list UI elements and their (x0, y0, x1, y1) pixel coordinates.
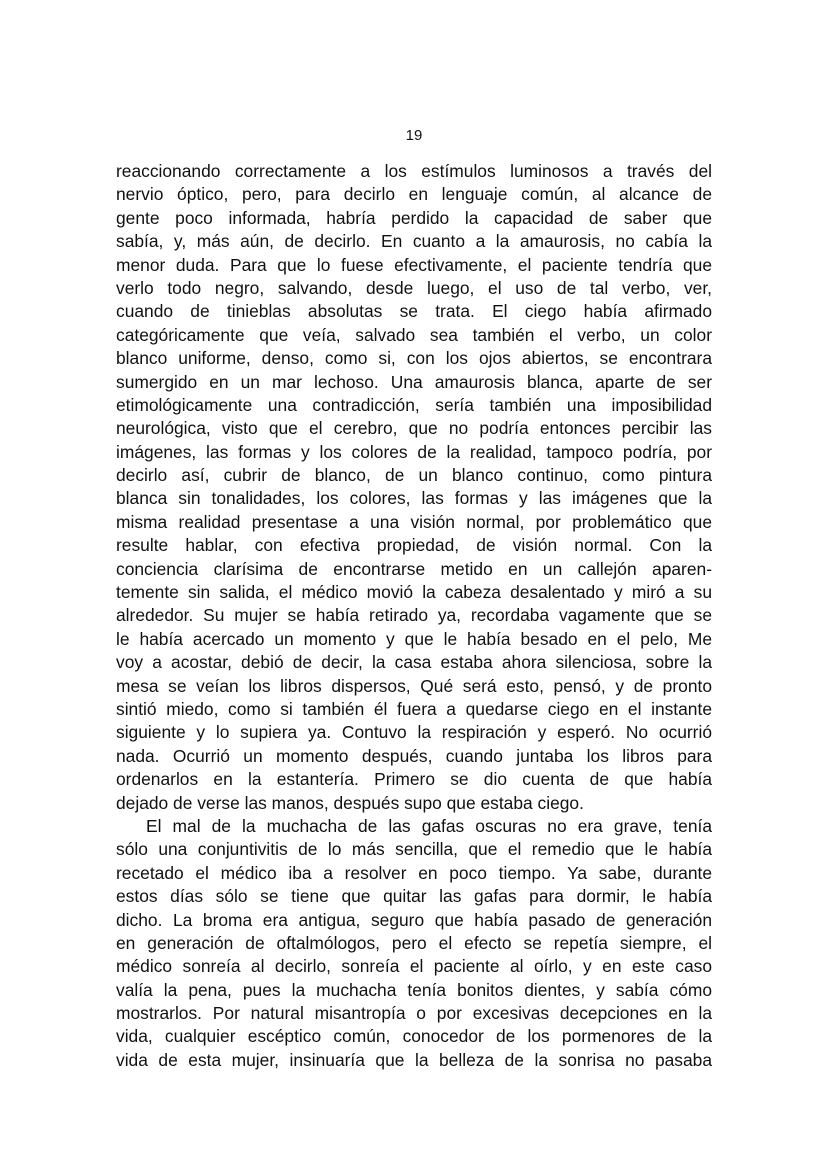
text-line: le había acercado un momento y que le había besado en el pelo, Me (116, 628, 712, 649)
text-line: categóricamente que veía, salvado sea también el verbo, un color (116, 324, 712, 345)
text-line: sabía, y, más aún, de decirlo. En cuanto a la amaurosis, no cabía la (116, 231, 712, 252)
text-line: recetado el médico iba a resolver en poco tiempo. Ya sabe, durante (116, 862, 712, 883)
text-line: sintió miedo, como si también él fuera a quedarse ciego en el instante (116, 698, 712, 719)
text-line: reaccionando correctamente a los estímulos luminosos a través del (116, 161, 712, 181)
text-line: valía la pena, pues la muchacha tenía bonitos dientes, y sabía cómo (116, 979, 712, 1000)
text-line: estos días sólo se tiene que quitar las gafas para dormir, le había (116, 886, 712, 907)
text-line: misma realidad presentase a una visión normal, por problemático que (116, 511, 712, 532)
text-line: voy a acostar, debió de decir, la casa estaba ahora silenciosa, sobre la (116, 652, 712, 673)
text-line: imágenes, las formas y los colores de la realidad, tampoco podría, por (116, 441, 712, 462)
text-line: mesa se veían los libros dispersos, Qué será esto, pensó, y de pronto (116, 675, 712, 696)
text-line: cuando de tinieblas absolutas se trata. El ciego había afirmado (116, 301, 712, 322)
text-line: dejado de verse las manos, después supo que estaba ciego. (116, 792, 584, 813)
text-line: médico sonreía al decirlo, sonreía el paciente al oírlo, y en este caso (116, 956, 712, 977)
text-line: dicho. La broma era antigua, seguro que había pasado de generación (116, 909, 712, 930)
text-line: nervio óptico, pero, para decirlo en lenguaje común, al alcance de (116, 184, 712, 205)
text-line: siguiente y lo supiera ya. Contuvo la respiración y esperó. No ocurrió (116, 722, 712, 743)
text-line: menor duda. Para que lo fuese efectivamente, el paciente tendría que (116, 254, 712, 275)
text-line: mostrarlos. Por natural misantropía o por excesivas decepciones en la (116, 1003, 712, 1024)
text-line: blanca sin tonalidades, los colores, las formas y las imágenes que la (116, 488, 712, 509)
text-line: nada. Ocurrió un momento después, cuando juntaba los libros para (116, 745, 712, 766)
page-number: 19 (405, 127, 423, 144)
text-line: sólo una conjuntivitis de lo más sencilla, que el remedio que le había (116, 839, 712, 860)
text-line: El mal de la muchacha de las gafas oscuras no era grave, tenía (146, 815, 712, 836)
text-line: alrededor. Su mujer se había retirado ya, recordaba vagamente que se (116, 605, 712, 626)
text-line: vida de esta mujer, insinuaría que la belleza de la sonrisa no pasaba (116, 1049, 712, 1070)
text-line: conciencia clarísima de encontrarse metido en un callejón aparen- (116, 558, 712, 579)
text-line: blanco uniforme, denso, como si, con los ojos abiertos, se encontrara (116, 348, 712, 369)
text-line: vida, cualquier escéptico común, conocedor de los pormenores de la (116, 1026, 712, 1047)
text-line: ordenarlos en la estantería. Primero se dio cuenta de que había (116, 769, 712, 790)
text-line: en generación de oftalmólogos, pero el efecto se repetía siempre, el (116, 932, 712, 953)
text-line: etimológicamente una contradicción, sería también una imposibilidad (116, 394, 712, 415)
text-line: decirlo así, cubrir de blanco, de un blanco continuo, como pintura (116, 465, 712, 486)
body-text (116, 160, 712, 1072)
text-line: temente sin salida, el médico movió la cabeza desalentado y miró a su (116, 582, 712, 603)
text-line: verlo todo negro, salvando, desde luego, el uso de tal verbo, ver, (116, 277, 712, 298)
text-line: resulte hablar, con efectiva propiedad, de visión normal. Con la (116, 535, 712, 556)
text-line: sumergido en un mar lechoso. Una amaurosis blanca, aparte de ser (116, 371, 712, 392)
text-line: gente poco informada, habría perdido la capacidad de saber que (116, 207, 712, 228)
text-line: neurológica, visto que el cerebro, que no podría entonces percibir las (116, 418, 712, 439)
